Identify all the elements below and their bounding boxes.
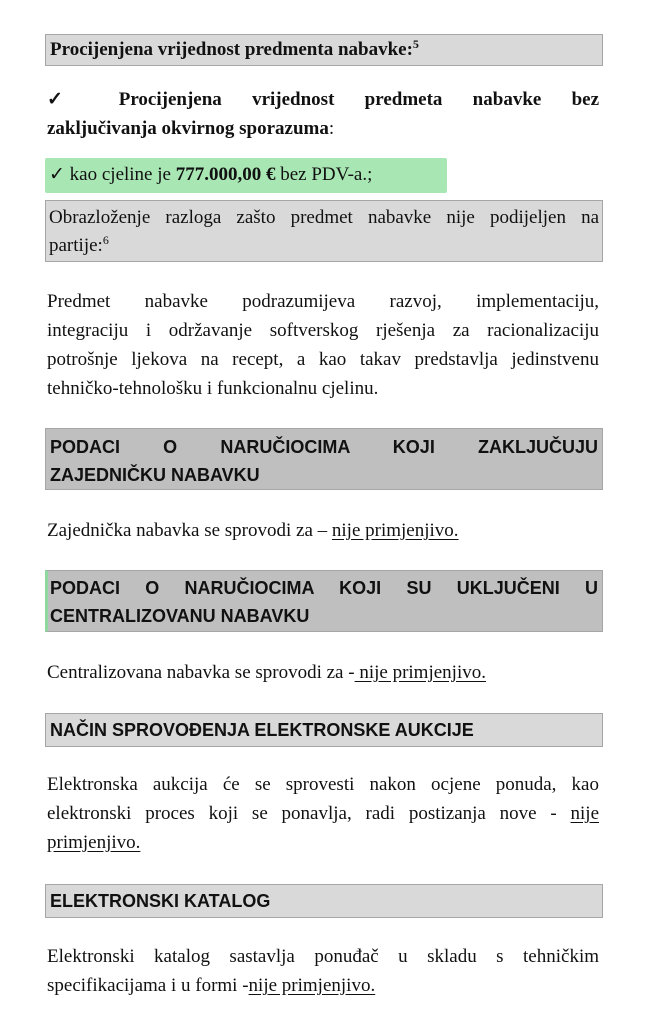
- centralized-procurement-body: Centralizovana nabavka se sprovodi za - nije primjenjivo.: [47, 662, 486, 683]
- not-applicable-text: nije primjenjivo.: [248, 975, 376, 996]
- estimated-value-heading-box: [45, 34, 603, 66]
- e-auction-body: Elektronska aukcija će se sprovesti nakon ocjene ponuda, kao elektronski proces koji se ponavlja, radi postizanja nove - nije primjenjivo.: [47, 774, 600, 853]
- joint-procurement-body: Zajednička nabavka se sprovodi za – nije primjenjivo.: [47, 520, 459, 541]
- estimated-value-item-line2: zaključivanja okvirnog sporazuma:: [47, 118, 335, 139]
- e-auction-heading: NAČIN SPROVOĐENJA ELEKTRONSKE AUKCIJE: [50, 720, 474, 740]
- estimated-value-item-line1: ✓ Procijenjena vrijednost predmeta nabavke bez: [47, 89, 600, 110]
- e-catalog-heading-box: [45, 884, 603, 918]
- whole-value-line: ✓ kao cjeline je 777.000,00 € bez PDV-a.;: [49, 164, 373, 185]
- estimated-value-heading: Procijenjena vrijednost predmenta nabavke:$^5$: [50, 37, 419, 60]
- not-applicable-text: nije primjenjivo.: [354, 662, 486, 683]
- centralized-procurement-heading-box: [45, 570, 603, 632]
- whole-value-amount: 777.000,00 €: [175, 164, 276, 185]
- joint-procurement-heading: PODACI O NARUČIOCIMA KOJI ZAKLJUČUJU ZAJEDNIČKU NABAVKU: [50, 437, 598, 485]
- joint-procurement-heading-box: [45, 428, 603, 490]
- e-catalog-body: Elektronski katalog sastavlja ponuđač u skladu s tehničkim specifikacijama i u formi -nije primjenjivo.: [47, 946, 599, 996]
- not-applicable-text: primjenjivo.: [47, 832, 141, 853]
- lots-reason-body: Predmet nabavke podrazumijeva razvoj, implementaciju, integraciju i održavanje softverskog rješenja za racionalizaciju potrošnje ljekova na recept, a kao takav predstavlja jedinstvenu tehničko-tehnološku i funkcionalnu cjelinu.: [47, 291, 599, 399]
- e-auction-heading-box: [45, 713, 603, 747]
- whole-value-highlight: [45, 158, 447, 193]
- e-auction-body-line2: elektronski proces koji se ponavlja, radi postizanja nove - nije: [47, 803, 600, 824]
- lots-reason-heading: Obrazloženje razloga zašto predmet nabavke nije podijeljen na partije:$^6$: [49, 207, 599, 256]
- e-catalog-heading: ELEKTRONSKI KATALOG: [50, 891, 271, 911]
- estimated-value-item: [47, 85, 599, 143]
- centralized-procurement-heading: PODACI O NARUČIOCIMA KOJI SU UKLJUČENI U CENTRALIZOVANU NABAVKU: [50, 578, 598, 626]
- check-mark-icon: ✓: [49, 164, 65, 185]
- check-mark-icon: ✓: [47, 89, 89, 110]
- not-applicable-text: nije primjenjivo.: [331, 520, 459, 541]
- not-applicable-text: nije: [570, 803, 600, 824]
- lots-reason-heading-box: [45, 200, 603, 262]
